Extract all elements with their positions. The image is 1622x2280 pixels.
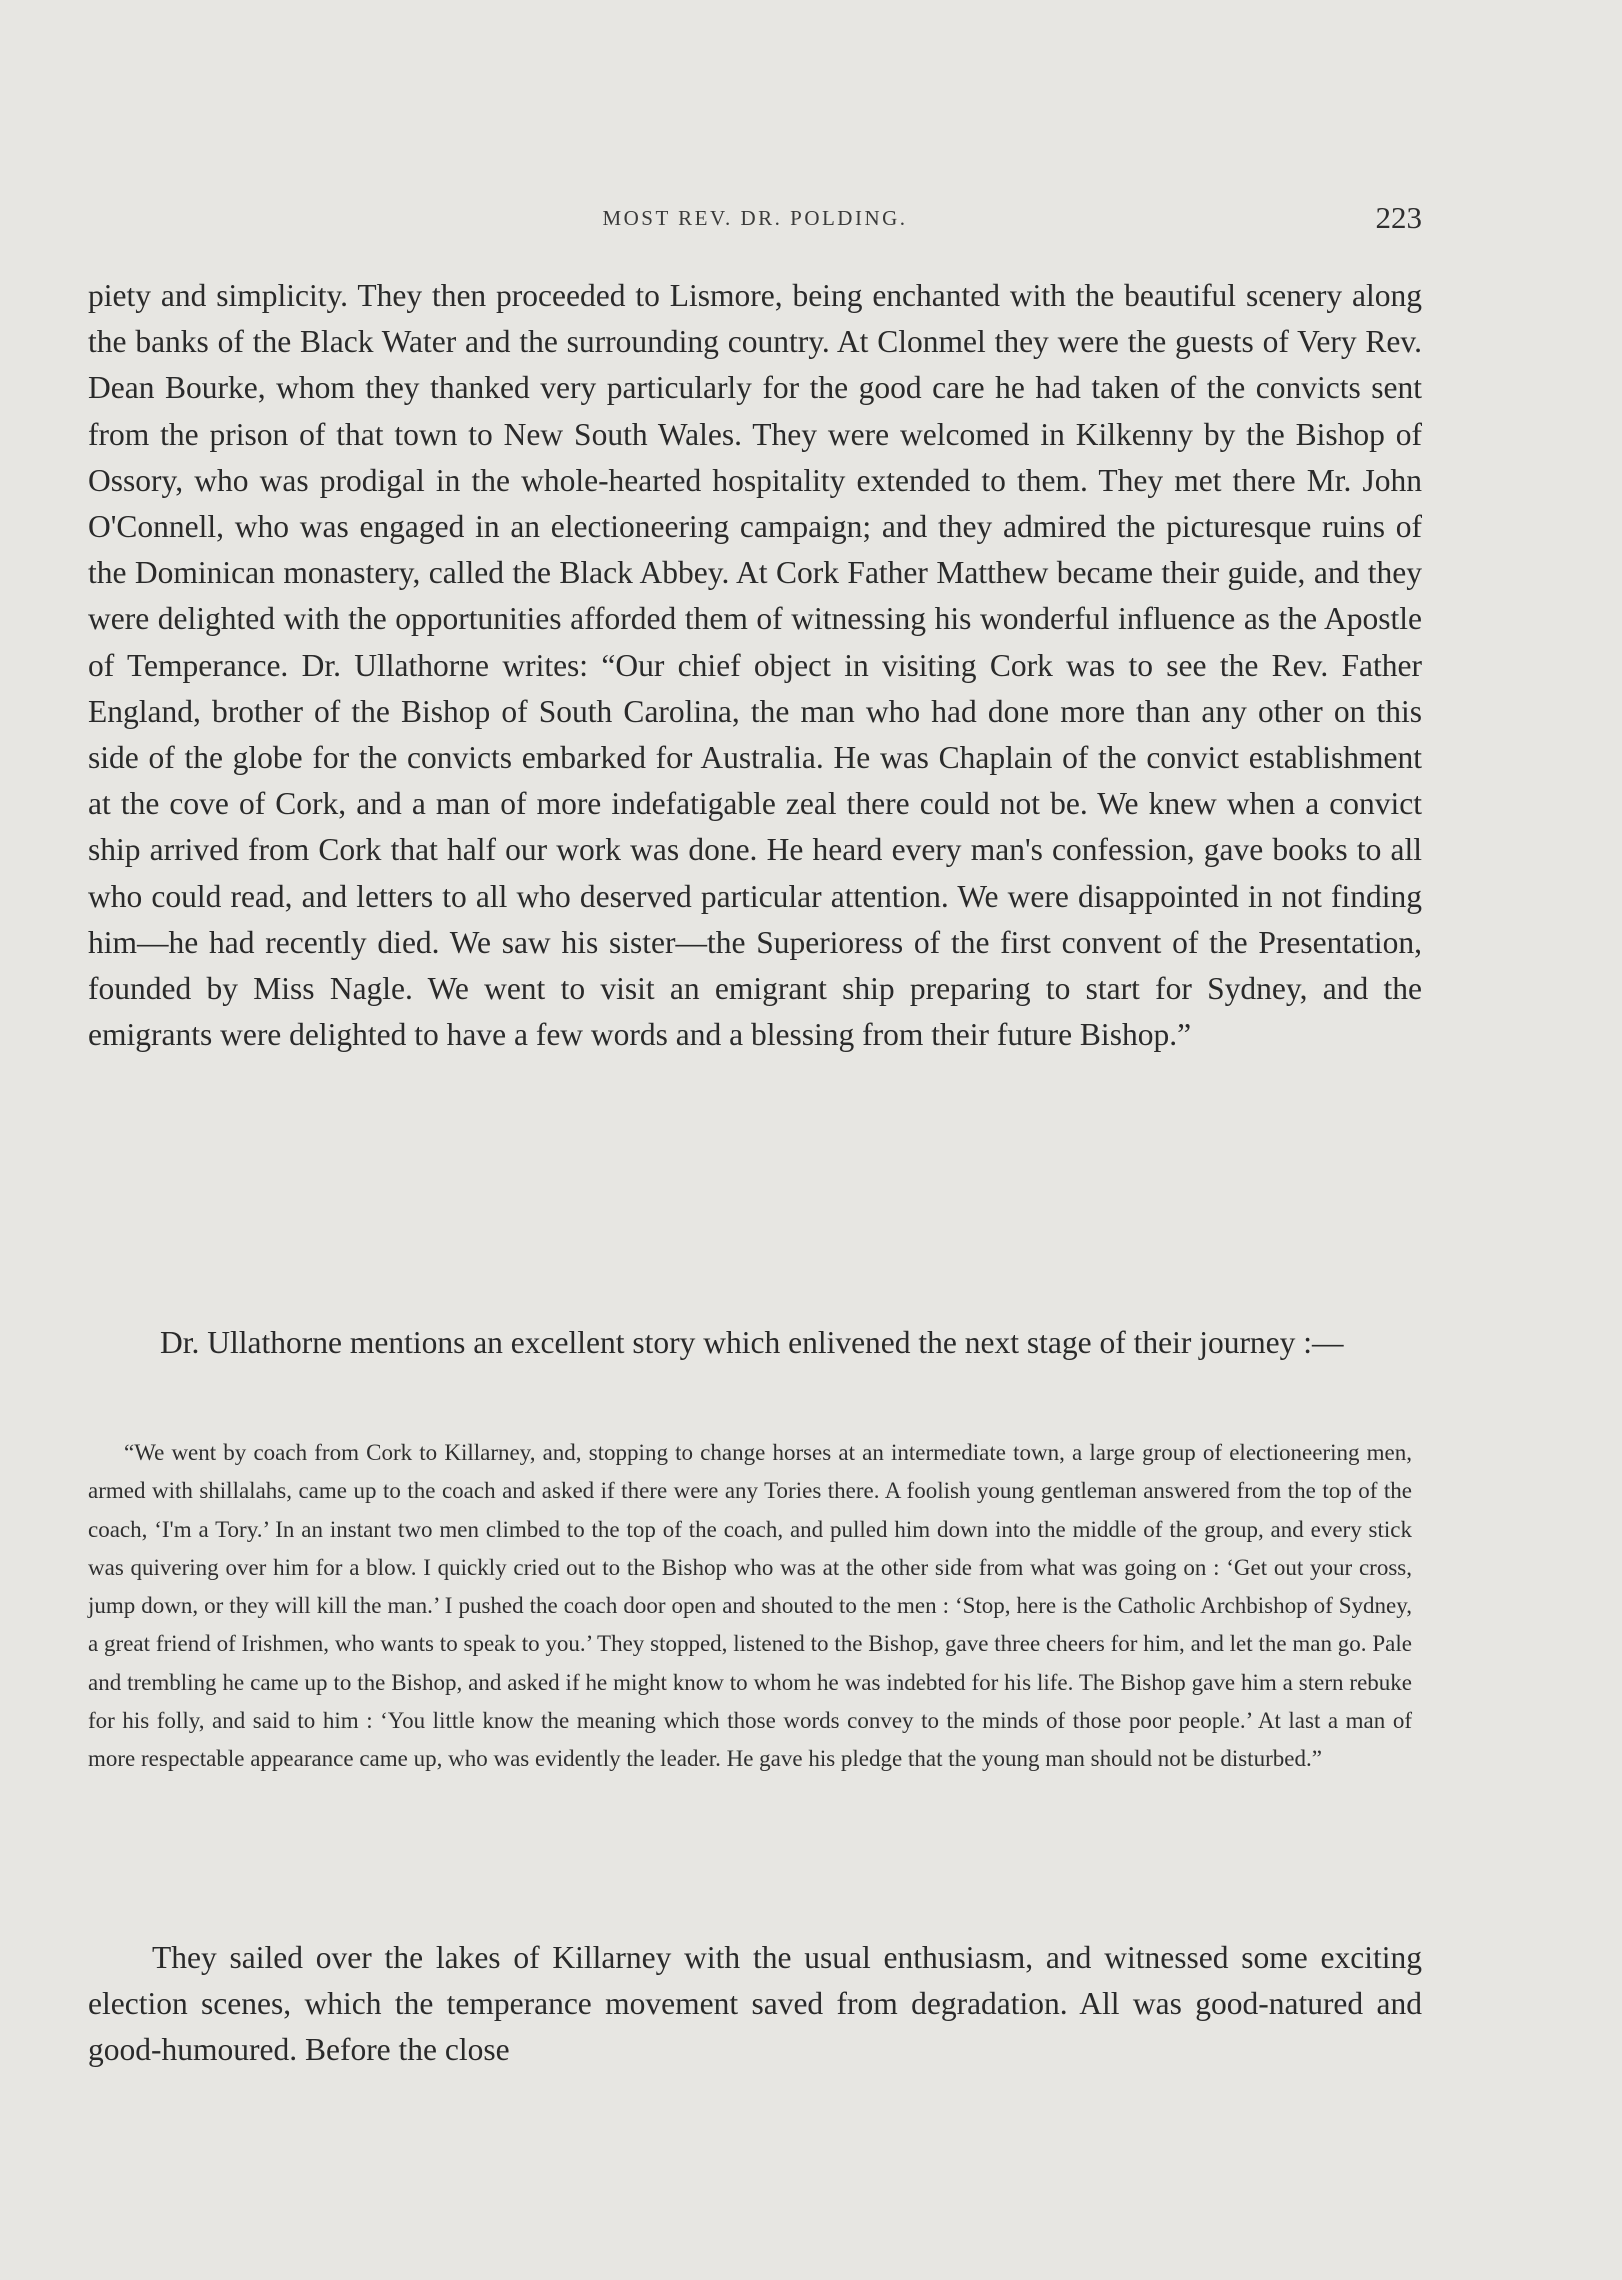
paragraph-story-intro: Dr. Ullathorne mentions an excellent story which enlivened the next stage of their journey :— (160, 1325, 1344, 1360)
paragraph-killarney: They sailed over the lakes of Killarney with the usual enthusiasm, and witnessed some exciting election scenes, which the temperance movement saved from degradation. All was good-natured and good-humoured. Before the close (88, 1940, 1422, 2068)
book-page (88, 0, 1422, 2280)
block-quote-coach-story: “We went by coach from Cork to Killarney, and, stopping to change horses at an intermediate town, a large group of electioneering men, armed with shillalahs, came up to the coach and asked if there were any Tories there. A foolish young gentleman answered from the top of the coach, ‘I'm a Tory.’ In an instant two men climbed to the top of the coach, and pulled him down into the middle of the group, and every stick was quivering over him for a blow. I quickly cried out to the Bishop who was at the other side from what was going on : ‘Get out your cross, jump down, or they will kill the man.’ I pushed the coach door open and shouted to the men : ‘Stop, here is the Catholic Archbishop of Sydney, a great friend of Irishmen, who wants to speak to you.’ They stopped, listened to the Bishop, gave three cheers for him, and let the man go. Pale and trembling he came up to the Bishop, and asked if he might know to whom he was indebted for his life. The Bishop gave him a stern rebuke for his folly, and said to him : ‘You little know the meaning which those words convey to the minds of those poor people.’ At last a man of more respectable appearance came up, who was evidently the leader. He gave his pledge that the young man should not be disturbed.” (88, 1440, 1412, 1772)
page-number: 223 (1375, 200, 1422, 235)
paragraph-journey-ireland: piety and simplicity. They then proceeded to Lismore, being enchanted with the beautiful scenery along the banks of the Black Water and the surrounding country. At Clonmel they were the guests of Very Rev. Dean Bourke, whom they thanked very particularly for the good care he had taken of the convicts sent from the prison of that town to New South Wales. They were welcomed in Kilkenny by the Bishop of Ossory, who was prodigal in the whole-hearted hospitality extended to them. They met there Mr. John O'Connell, who was engaged in an electioneering campaign; and they admired the picturesque ruins of the Dominican monastery, called the Black Abbey. At Cork Father Matthew became their guide, and they were delighted with the opportunities afforded them of witnessing his wonderful influence as the Apostle of Temperance. Dr. Ullathorne writes: “Our chief object in visiting Cork was to see the Rev. Father England, brother of the Bishop of South Carolina, the man who had done more than any other on this side of the globe for the convicts embarked for Australia. He was Chaplain of the convict establishment at the cove of Cork, and a man of more indefatigable zeal there could not be. We knew when a convict ship arrived from Cork that half our work was done. He heard every man's confession, gave books to all who could read, and letters to all who deserved particular attention. We were disappointed in not finding him—he had recently died. We saw his sister—the Superioress of the first convent of the Presentation, founded by Miss Nagle. We went to visit an emigrant ship preparing to start for Sydney, and the emigrants were delighted to have a few words and a blessing from their future Bishop.” (88, 278, 1422, 1053)
running-head (88, 200, 1422, 240)
running-title: MOST REV. DR. POLDING. (602, 206, 908, 230)
